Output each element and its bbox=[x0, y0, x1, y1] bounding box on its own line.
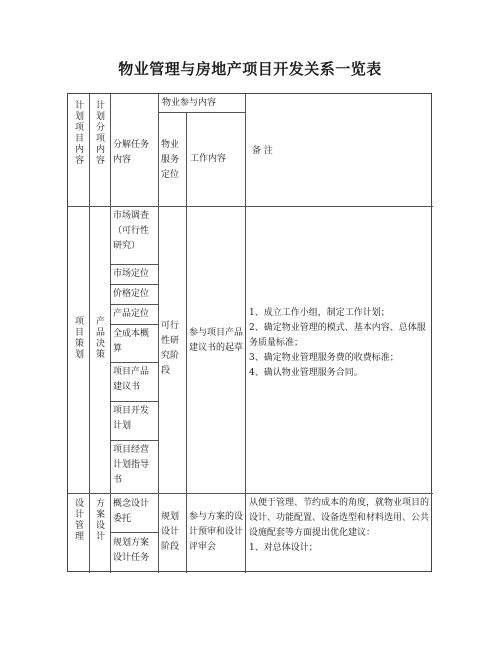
header-remarks: 备 注 bbox=[252, 146, 273, 156]
task-product-proposal: 项目产品建议书 bbox=[113, 367, 150, 392]
header-work-content: 工作内容 bbox=[190, 154, 227, 164]
remark-line: 4、确认物业管理服务合同。 bbox=[249, 368, 363, 378]
task-development-plan: 项目开发计划 bbox=[113, 406, 150, 431]
task-price-positioning: 价格定位 bbox=[113, 289, 150, 299]
section-project-planning: 项目策划 bbox=[73, 316, 83, 360]
header-plan-project: 计划项目内容 bbox=[73, 100, 83, 166]
task-product-positioning: 产品定位 bbox=[113, 309, 150, 319]
col-divider bbox=[158, 94, 159, 573]
subitem-product-decision: 产品决策 bbox=[94, 316, 104, 360]
col-divider bbox=[186, 112, 187, 573]
row-divider bbox=[110, 532, 158, 533]
row-divider bbox=[110, 362, 158, 363]
row-divider bbox=[110, 324, 158, 325]
row-divider bbox=[158, 112, 245, 113]
positioning-design-stage: 规划设计阶段 bbox=[161, 512, 180, 552]
subitem-scheme-design: 方案设计 bbox=[94, 498, 104, 542]
task-planning-scheme: 规划方案设计任务 bbox=[113, 538, 150, 563]
header-plan-subitem: 计划分项内容 bbox=[94, 100, 104, 166]
relation-table bbox=[67, 93, 432, 572]
header-property-participation: 物业参与内容 bbox=[162, 98, 217, 108]
section-design-management: 设计管理 bbox=[73, 498, 83, 542]
task-concept-design: 概念设计委托 bbox=[113, 499, 150, 524]
col-divider bbox=[245, 94, 246, 573]
task-full-cost-estimate: 全成本概算 bbox=[113, 329, 150, 354]
remarks-design-management bbox=[249, 496, 430, 556]
header-service-positioning: 物业服务定位 bbox=[161, 140, 180, 180]
header-task-breakdown: 分解任务内容 bbox=[113, 140, 150, 165]
remark-line: 1、成立工作小组，制定工作计划； bbox=[249, 308, 390, 318]
positioning-feasibility-stage: 可行性研究阶段 bbox=[161, 321, 180, 376]
document-title: 物业管理与房地产项目开发关系一览表 bbox=[118, 60, 382, 78]
remark-line: 从便于管理、节约成本的角度，就物业项目的设计、功能配置、设备选型和材料选用、公共设施配套等方面提出优化建议： bbox=[249, 498, 430, 538]
task-market-research: 市场调查（可行性研究） bbox=[113, 211, 150, 251]
row-divider bbox=[68, 493, 433, 494]
remark-line: 3、确定物业管理服务费的收费标准； bbox=[249, 353, 399, 363]
row-divider bbox=[110, 284, 158, 285]
row-divider bbox=[68, 206, 433, 207]
remarks-project-planning bbox=[249, 306, 430, 381]
row-divider bbox=[110, 401, 158, 402]
row-divider bbox=[110, 304, 158, 305]
work-design-review: 参与方案的设计预审和设计评审会 bbox=[189, 512, 244, 552]
work-draft-proposal: 参与项目产品建议书的起草 bbox=[189, 328, 244, 353]
remark-line: 1、对总体设计； bbox=[249, 543, 318, 553]
task-operation-guide: 项目经营计划指导书 bbox=[113, 445, 150, 485]
remark-line: 2、确定物业管理的模式、基本内容、总体服务质量标准； bbox=[249, 323, 426, 348]
row-divider bbox=[110, 440, 158, 441]
task-market-positioning: 市场定位 bbox=[113, 269, 150, 279]
col-divider bbox=[89, 94, 90, 573]
col-divider bbox=[110, 94, 111, 573]
row-divider bbox=[110, 264, 158, 265]
